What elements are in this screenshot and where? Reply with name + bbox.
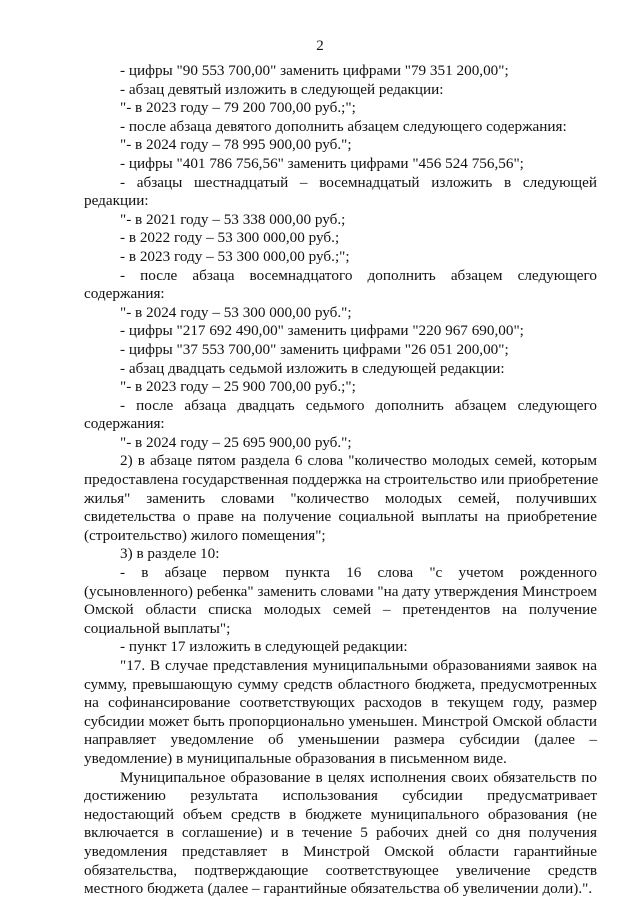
text-line: - цифры "37 553 700,00" заменить цифрами "26 051 200,00";: [120, 340, 509, 358]
page-number: 2: [316, 38, 324, 54]
text-line: - после абзаца восемнадцатого дополнить абзацем следующего: [120, 266, 597, 284]
text-line: - после абзаца девятого дополнить абзацем следующего содержания:: [120, 117, 567, 135]
text-line: (усыновленного) ребенка" заменить словами "на дату утверждения Минстроем: [84, 582, 597, 600]
text-line: (строительство) жилого помещения";: [84, 526, 326, 544]
text-line: обязательства, подтверждающие соответствующее увеличение средств: [84, 861, 597, 879]
text-line: уведомление) в муниципальные образования в письменном виде.: [84, 749, 507, 767]
text-line: Муниципальное образование в целях исполнения своих обязательств по: [120, 768, 597, 786]
text-line: уведомления представляет в Минстрой Омской области гарантийные: [84, 842, 597, 860]
document-body: [84, 62, 597, 899]
text-line: Омской области списка молодых семей – претендентов на получение: [84, 601, 597, 619]
text-line: "- в 2024 году – 53 300 000,00 руб.";: [120, 303, 352, 321]
text-line: 3) в разделе 10:: [120, 545, 220, 563]
text-line: содержания:: [84, 285, 165, 303]
text-line: - пункт 17 изложить в следующей редакции:: [120, 638, 408, 656]
text-line: - абзац двадцать седьмой изложить в следующей редакции:: [120, 359, 505, 377]
text-line: сумму, превышающую сумму средств областного бюджета, предусмотренных: [84, 675, 597, 693]
text-line: - в 2023 году – 53 300 000,00 руб.;";: [120, 247, 350, 265]
text-line: "17. В случае представления муниципальными образованиями заявок на: [120, 657, 597, 674]
text-line: - после абзаца двадцать седьмого дополнить абзацем следующего: [120, 396, 597, 414]
text-line: содержания:: [84, 415, 165, 433]
text-line: - абзацы шестнадцатый – восемнадцатый изложить в следующей: [120, 173, 597, 191]
text-line: местного бюджета (далее – гарантийные обязательства об увеличении доли).".: [84, 880, 593, 898]
text-line: жилья" заменить словами "количество молодых семей, получивших: [84, 489, 597, 507]
text-line: "- в 2024 году – 78 995 900,00 руб.";: [120, 136, 352, 154]
text-line: - абзац девятый изложить в следующей редакции:: [120, 80, 444, 98]
text-line: недостающий объем средств в бюджете муниципального образования (не: [84, 805, 597, 823]
text-line: предоставлена государственная поддержка на строительство или приобретение: [84, 471, 599, 489]
text-line: 2) в абзаце пятом раздела 6 слова "количество молодых семей, которым: [120, 452, 597, 470]
text-line: "- в 2023 году – 79 200 700,00 руб.;";: [120, 99, 356, 117]
text-line: направляет уведомление об уменьшении размера субсидии (далее –: [84, 731, 597, 749]
text-line: "- в 2021 году – 53 338 000,00 руб.;: [120, 210, 346, 228]
text-line: "- в 2024 году – 25 695 900,00 руб.";: [120, 433, 352, 451]
text-line: редакции:: [84, 192, 149, 210]
text-line: субсидии может быть пропорционально уменьшен. Минстрой Омской области: [84, 712, 597, 730]
text-line: социальной выплаты";: [84, 619, 231, 637]
text-line: - в 2022 году – 53 300 000,00 руб.;: [120, 229, 340, 247]
text-line: - в абзаце первом пункта 16 слова "с учетом рожденного: [120, 564, 597, 582]
text-line: достижению результата использования субсидии предусматривает: [84, 787, 597, 805]
text-line: - цифры "90 553 700,00" заменить цифрами "79 351 200,00";: [120, 62, 509, 79]
text-line: - цифры "217 692 490,00" заменить цифрами "220 967 690,00";: [120, 322, 524, 340]
text-line: "- в 2023 году – 25 900 700,00 руб.;";: [120, 378, 356, 396]
text-line: свидетельства о праве на получение социальной выплаты на приобретение: [84, 508, 597, 526]
text-line: - цифры "401 786 756,56" заменить цифрами "456 524 756,56";: [120, 154, 524, 172]
text-line: на софинансирование соответствующих расходов в текущем году, размер: [84, 694, 597, 712]
text-line: включается в соглашение) и в течение 5 рабочих дней со дня получения: [84, 824, 597, 842]
